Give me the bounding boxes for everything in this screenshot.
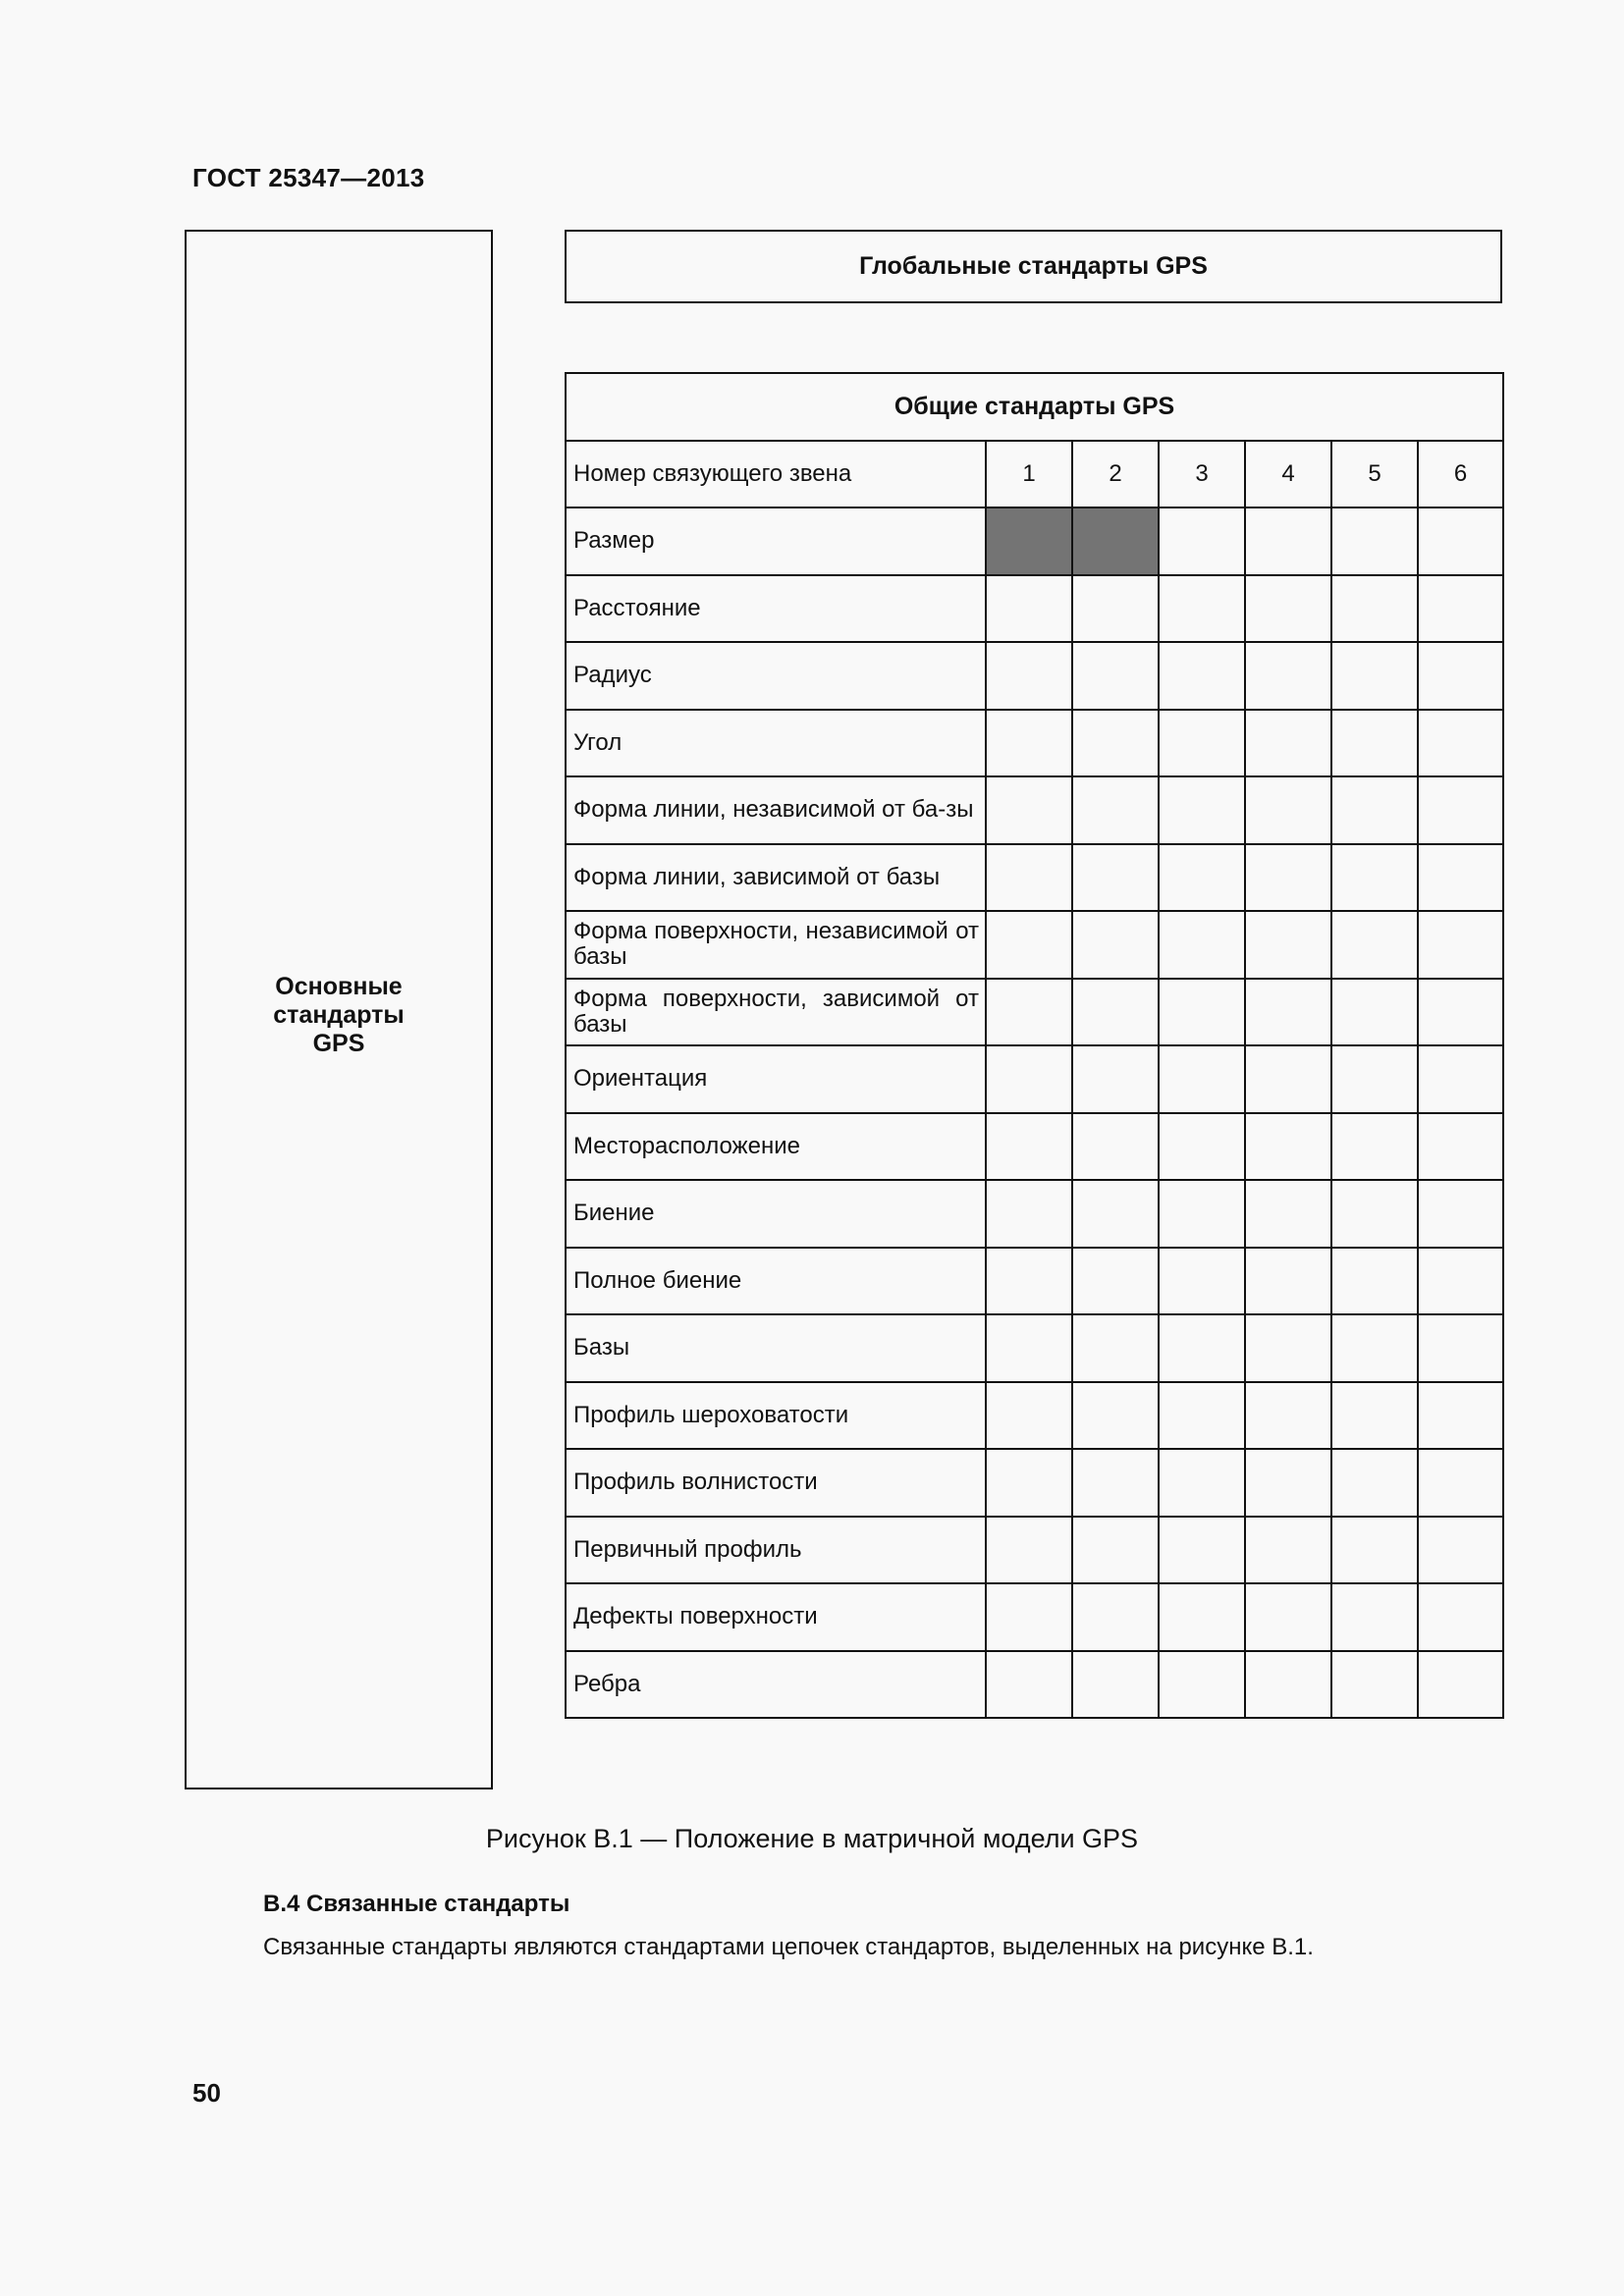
matrix-cell	[986, 710, 1072, 777]
general-standards-title: Общие стандарты GPS	[566, 373, 1503, 441]
matrix-cell	[1159, 1045, 1245, 1113]
row-label: Ориентация	[566, 1045, 986, 1113]
matrix-cell	[1072, 642, 1159, 710]
matrix-cell	[1072, 1651, 1159, 1719]
table-row	[566, 1651, 1503, 1719]
table-row	[566, 1180, 1503, 1248]
matrix-cell	[1331, 710, 1418, 777]
matrix-cell	[1245, 911, 1331, 979]
matrix-cell	[986, 979, 1072, 1046]
global-standards-box	[565, 230, 1502, 303]
matrix-cell	[1418, 1583, 1503, 1651]
matrix-cell	[1331, 1583, 1418, 1651]
matrix-cell	[986, 844, 1072, 912]
link-number-4: 4	[1245, 441, 1331, 508]
matrix-cell	[986, 642, 1072, 710]
matrix-cell	[986, 1651, 1072, 1719]
matrix-cell	[986, 1449, 1072, 1517]
table-row	[566, 507, 1503, 575]
matrix-cell	[1245, 844, 1331, 912]
matrix-body	[566, 507, 1503, 1718]
global-standards-label: Глобальные стандарты GPS	[859, 252, 1208, 280]
matrix-cell	[1245, 642, 1331, 710]
matrix-cell	[1331, 1382, 1418, 1450]
matrix-cell	[1331, 776, 1418, 844]
row-label: Угол	[566, 710, 986, 777]
matrix-cell	[1159, 710, 1245, 777]
matrix-cell	[1245, 1180, 1331, 1248]
matrix-cell	[1245, 1248, 1331, 1315]
matrix-cell	[1072, 1449, 1159, 1517]
matrix-cell	[1331, 507, 1418, 575]
row-label: Форма поверхности, независимой от базы	[566, 911, 986, 979]
row-label: Месторасположение	[566, 1113, 986, 1181]
matrix-cell	[1159, 1651, 1245, 1719]
matrix-cell	[1418, 911, 1503, 979]
table-row	[566, 844, 1503, 912]
link-number-row	[566, 441, 1503, 508]
matrix-cell	[1245, 1583, 1331, 1651]
row-label: Профиль волнистости	[566, 1449, 986, 1517]
matrix-cell	[1072, 911, 1159, 979]
matrix-cell	[986, 776, 1072, 844]
table-row	[566, 1583, 1503, 1651]
matrix-cell	[1072, 710, 1159, 777]
matrix-cell	[986, 1382, 1072, 1450]
matrix-cell	[1418, 1045, 1503, 1113]
row-label: Форма линии, зависимой от базы	[566, 844, 986, 912]
matrix-cell	[1245, 1314, 1331, 1382]
matrix-cell	[1072, 1045, 1159, 1113]
matrix-cell	[986, 1045, 1072, 1113]
row-label: Размер	[566, 507, 986, 575]
row-label: Форма поверхности, зависимой от базы	[566, 979, 986, 1046]
matrix-cell	[986, 575, 1072, 643]
matrix-cell	[1331, 1113, 1418, 1181]
row-label: Биение	[566, 1180, 986, 1248]
matrix-cell	[1245, 979, 1331, 1046]
main-standards-box	[185, 230, 493, 1789]
matrix-cell	[1159, 1248, 1245, 1315]
table-row	[566, 1045, 1503, 1113]
matrix-cell	[1418, 1180, 1503, 1248]
matrix-cell	[1159, 911, 1245, 979]
matrix-cell	[1331, 1449, 1418, 1517]
matrix-cell	[1418, 844, 1503, 912]
matrix-cell	[1331, 979, 1418, 1046]
matrix-cell	[1418, 1248, 1503, 1315]
matrix-cell	[1418, 1314, 1503, 1382]
figure-caption: Рисунок В.1 — Положение в матричной модели GPS	[485, 1824, 1139, 1853]
matrix-cell	[1159, 776, 1245, 844]
matrix-cell	[1331, 575, 1418, 643]
row-label: Ребра	[566, 1651, 986, 1719]
matrix-cell	[1418, 1449, 1503, 1517]
matrix-cell	[1245, 1045, 1331, 1113]
table-row	[566, 979, 1503, 1046]
matrix-cell	[1331, 1045, 1418, 1113]
row-label: Расстояние	[566, 575, 986, 643]
matrix-cell	[1331, 844, 1418, 912]
matrix-cell	[1245, 1449, 1331, 1517]
matrix-cell	[1072, 1517, 1159, 1584]
table-row	[566, 1517, 1503, 1584]
matrix-cell	[1159, 844, 1245, 912]
matrix-cell	[1245, 507, 1331, 575]
main-standards-label: Основные стандарты GPS	[273, 972, 405, 1057]
matrix-cell	[1418, 710, 1503, 777]
matrix-cell	[1072, 844, 1159, 912]
highlighted-cell	[1072, 507, 1159, 575]
matrix-cell	[1159, 507, 1245, 575]
table-row	[566, 575, 1503, 643]
matrix-cell	[1072, 1382, 1159, 1450]
matrix-cell	[1418, 1517, 1503, 1584]
matrix-cell	[1331, 911, 1418, 979]
matrix-cell	[1245, 1517, 1331, 1584]
table-row	[566, 1113, 1503, 1181]
matrix-cell	[1159, 1517, 1245, 1584]
matrix-cell	[1245, 776, 1331, 844]
matrix-cell	[1331, 1517, 1418, 1584]
matrix-title-row	[566, 373, 1503, 441]
document-header: ГОСТ 25347—2013	[192, 163, 425, 192]
matrix-cell	[1159, 979, 1245, 1046]
section-title: В.4 Связанные стандарты	[263, 1891, 570, 1917]
section-text: Связанные стандарты являются стандартами цепочек стандартов, выделенных на рисунке В.1.	[263, 1934, 1314, 1960]
row-label: Профиль шероховатости	[566, 1382, 986, 1450]
matrix-cell	[1331, 1314, 1418, 1382]
matrix-cell	[1072, 1248, 1159, 1315]
matrix-cell	[1159, 1113, 1245, 1181]
matrix-cell	[1331, 642, 1418, 710]
link-number-6: 6	[1418, 441, 1503, 508]
table-row	[566, 1248, 1503, 1315]
table-row	[566, 1382, 1503, 1450]
table-row	[566, 710, 1503, 777]
matrix-cell	[1159, 1449, 1245, 1517]
link-number-1: 1	[986, 441, 1072, 508]
table-row	[566, 776, 1503, 844]
matrix-cell	[1418, 575, 1503, 643]
link-number-3: 3	[1159, 441, 1245, 508]
matrix-cell	[1072, 776, 1159, 844]
matrix-cell	[1331, 1180, 1418, 1248]
table-row	[566, 911, 1503, 979]
row-label: Радиус	[566, 642, 986, 710]
matrix-cell	[1418, 1113, 1503, 1181]
matrix-cell	[1418, 507, 1503, 575]
table-row	[566, 642, 1503, 710]
matrix-cell	[1245, 1651, 1331, 1719]
matrix-cell	[1159, 1382, 1245, 1450]
matrix-cell	[986, 1583, 1072, 1651]
matrix-cell	[1245, 710, 1331, 777]
matrix-cell	[986, 1113, 1072, 1181]
matrix-cell	[986, 1248, 1072, 1315]
matrix-cell	[1331, 1248, 1418, 1315]
page-number: 50	[192, 2078, 221, 2108]
matrix-cell	[1245, 575, 1331, 643]
matrix-cell	[1159, 575, 1245, 643]
matrix-cell	[986, 1180, 1072, 1248]
row-label: Форма линии, независимой от ба-зы	[566, 776, 986, 844]
matrix-cell	[1418, 1651, 1503, 1719]
matrix-cell	[1159, 1314, 1245, 1382]
matrix-cell	[1418, 642, 1503, 710]
link-number-5: 5	[1331, 441, 1418, 508]
table-row	[566, 1314, 1503, 1382]
matrix-cell	[1072, 575, 1159, 643]
matrix-cell	[986, 1517, 1072, 1584]
matrix-cell	[1072, 1180, 1159, 1248]
matrix-cell	[1159, 1583, 1245, 1651]
matrix-cell	[1072, 1314, 1159, 1382]
link-number-2: 2	[1072, 441, 1159, 508]
matrix-cell	[1331, 1651, 1418, 1719]
row-label: Дефекты поверхности	[566, 1583, 986, 1651]
matrix-cell	[1072, 979, 1159, 1046]
matrix-cell	[1418, 979, 1503, 1046]
row-label: Базы	[566, 1314, 986, 1382]
matrix-cell	[1072, 1113, 1159, 1181]
matrix-cell	[986, 1314, 1072, 1382]
matrix-cell	[1418, 1382, 1503, 1450]
link-number-header: Номер связующего звена	[566, 441, 986, 508]
gps-matrix-table	[565, 372, 1504, 1719]
matrix-cell	[1072, 1583, 1159, 1651]
row-label: Первичный профиль	[566, 1517, 986, 1584]
table-row	[566, 1449, 1503, 1517]
highlighted-cell	[986, 507, 1072, 575]
matrix-cell	[986, 911, 1072, 979]
matrix-cell	[1245, 1113, 1331, 1181]
matrix-cell	[1245, 1382, 1331, 1450]
row-label: Полное биение	[566, 1248, 986, 1315]
matrix-cell	[1418, 776, 1503, 844]
matrix-cell	[1159, 1180, 1245, 1248]
matrix-cell	[1159, 642, 1245, 710]
